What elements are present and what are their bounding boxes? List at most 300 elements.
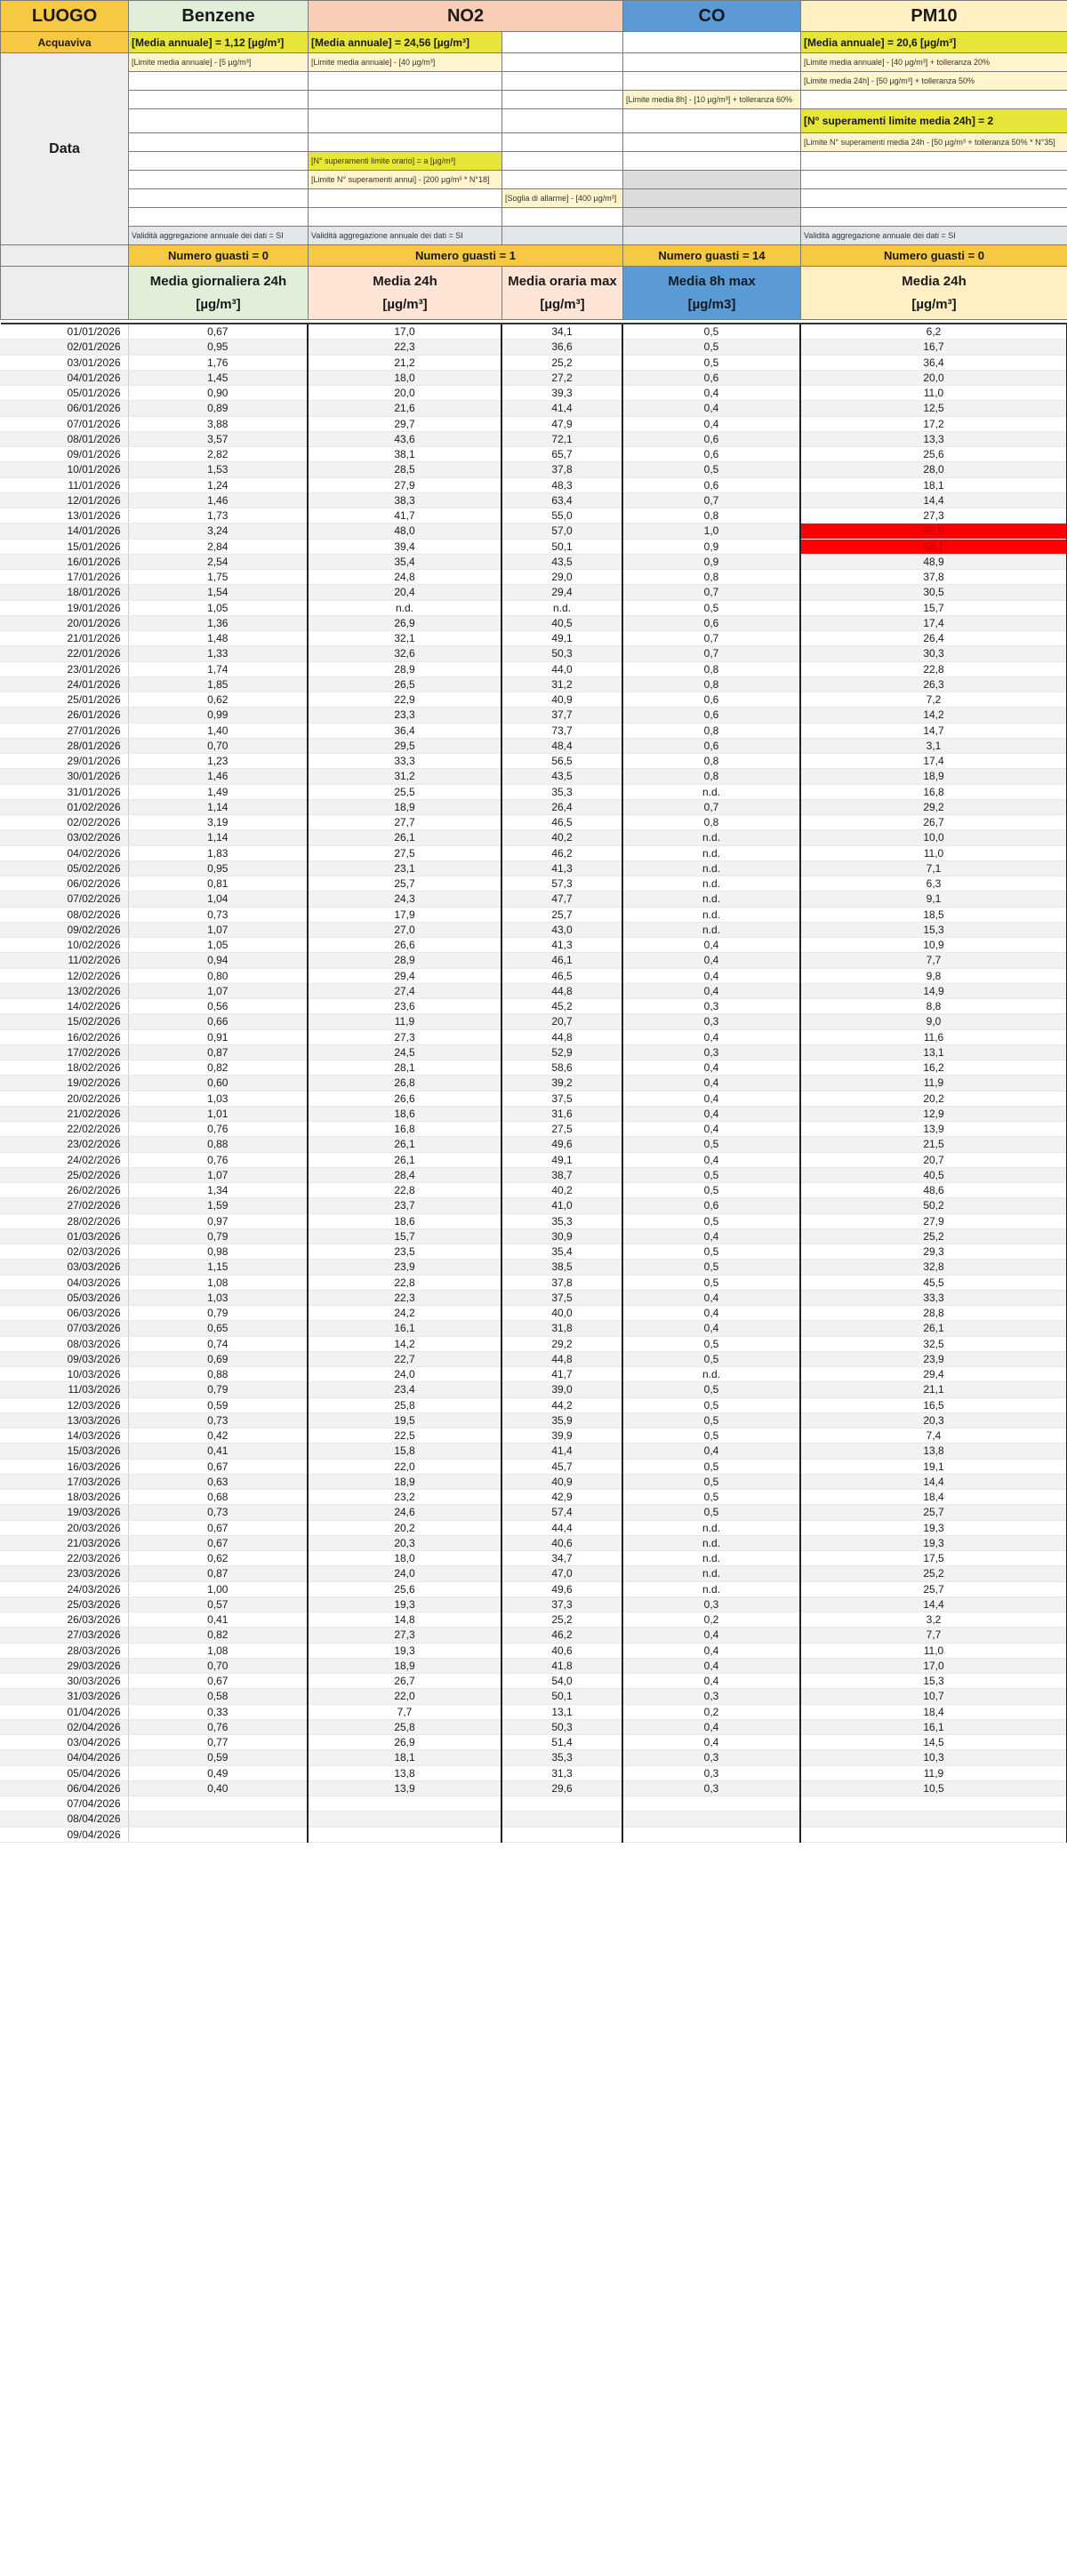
pm10-exceedances: [N° superamenti limite media 24h] = 2 [801,109,1067,133]
pm10-cell: 30,3 [800,646,1067,661]
pm10-cell: 14,4 [800,492,1067,508]
benzene-cell: 0,63 [128,1474,308,1489]
pm10-cell: 48,6 [800,1183,1067,1198]
pm10-cell: 25,2 [800,1228,1067,1244]
no2-24h-cell: 24,0 [308,1367,501,1382]
co-cell: 0,5 [622,1428,800,1444]
empty-cell [623,152,801,171]
column-unit: [µg/m³] [382,296,428,312]
table-row [0,615,1067,630]
no2-24h-cell: 24,0 [308,1566,501,1581]
co-cell: 0,8 [622,723,800,738]
no2-24h-cell: 27,7 [308,815,501,830]
pm10-cell: 12,5 [800,401,1067,416]
no2-max-cell: 44,8 [501,1029,622,1044]
empty-cell [129,208,309,227]
no2-max-cell: 47,7 [501,892,622,907]
benzene-cell: 1,46 [128,492,308,508]
co-cell [622,1827,800,1842]
column-label: Media 24h [902,273,967,289]
benzene-limit: [Limite media annuale] - [5 µg/m³] [129,53,309,72]
table-row [0,1704,1067,1719]
co-cell: 0,8 [622,570,800,585]
pm10-cell: 25,6 [800,447,1067,462]
pm10-cell: 9,8 [800,968,1067,983]
date-cell: 14/03/2026 [0,1428,128,1444]
benzene-cell: 0,58 [128,1689,308,1704]
co-cell: 0,6 [622,447,800,462]
table-row [0,1106,1067,1121]
date-cell: 02/04/2026 [0,1719,128,1734]
benzene-cell: 0,65 [128,1321,308,1336]
column-label: Media 24h [373,273,437,289]
co-cell: 0,5 [622,1183,800,1198]
date-cell: 14/01/2026 [0,524,128,539]
date-cell: 15/03/2026 [0,1444,128,1459]
table-row [0,1735,1067,1750]
no2-exceedances: [N° superamenti limite orario] = a [µg/m³] [309,152,502,171]
table-row [0,1520,1067,1535]
co-cell: 0,4 [622,1658,800,1673]
table-row [0,1076,1067,1091]
co-cell: 0,4 [622,1060,800,1076]
date-cell: 24/01/2026 [0,676,128,692]
pm10-cell: 20,3 [800,1412,1067,1428]
co-cell: 0,4 [622,1321,800,1336]
column-unit: [µg/m³] [196,296,241,312]
table-row [0,1780,1067,1796]
co-cell: n.d. [622,1367,800,1382]
no2-max-cell: 40,9 [501,1474,622,1489]
no2-24h-cell: 26,9 [308,1735,501,1750]
benzene-cell: 0,42 [128,1428,308,1444]
date-cell: 11/01/2026 [0,477,128,492]
no2-24h-cell: 23,6 [308,999,501,1014]
empty-cell [129,189,309,208]
date-cell: 02/02/2026 [0,815,128,830]
co-cell: 0,5 [622,1213,800,1228]
pm10-cell: 25,2 [800,1566,1067,1581]
empty-cell [129,133,309,152]
table-row [0,1827,1067,1842]
no2-max-cell: 25,7 [501,907,622,922]
no2-max-cell: 44,8 [501,983,622,998]
no2-24h-cell: 29,5 [308,738,501,753]
benzene-cell: 0,74 [128,1336,308,1351]
co-cell: 0,4 [622,386,800,401]
no2-max-cell: 41,4 [501,1444,622,1459]
pm10-cell: 17,2 [800,416,1067,431]
no2-max-cell: 35,4 [501,1244,622,1260]
no2-24h-cell: 19,5 [308,1412,501,1428]
pm10-cell: 16,8 [800,784,1067,799]
no2-max-cell: 46,5 [501,815,622,830]
date-cell: 09/03/2026 [0,1351,128,1366]
benzene-cell: 1,05 [128,600,308,615]
table-row [0,1351,1067,1366]
pm10-cell: 7,7 [800,953,1067,968]
date-cell: 04/04/2026 [0,1750,128,1765]
no2-max-cell: 45,2 [501,999,622,1014]
empty-cell [502,152,623,171]
co-cell: 0,4 [622,968,800,983]
benzene-cell: 1,45 [128,370,308,385]
benzene-cell [128,1827,308,1842]
co-cell: n.d. [622,830,800,845]
benzene-cell: 0,70 [128,738,308,753]
table-row [0,1765,1067,1780]
date-cell: 09/04/2026 [0,1827,128,1842]
table-row [0,1796,1067,1812]
co-cell: 0,5 [622,600,800,615]
no2-max-cell: 29,2 [501,1336,622,1351]
benzene-cell: 0,94 [128,953,308,968]
date-cell: 28/02/2026 [0,1213,128,1228]
table-row [0,1275,1067,1290]
no2-24h-cell: 26,1 [308,830,501,845]
no2-24h-cell: 23,4 [308,1382,501,1397]
no2-max-cell: 39,3 [501,386,622,401]
benzene-cell: 0,88 [128,1367,308,1382]
co-cell: 0,4 [622,1091,800,1106]
no2-exceedance-limit: [Limite N° superamenti annui] - [200 µg/m³ * N°18] [309,171,502,189]
benzene-cell: 0,41 [128,1444,308,1459]
benzene-cell: 0,73 [128,1412,308,1428]
no2-max-cell: 50,1 [501,539,622,554]
pm10-cell: 50,2 [800,1198,1067,1213]
date-cell: 26/02/2026 [0,1183,128,1198]
no2-24h-cell: 27,9 [308,477,501,492]
date-cell: 17/03/2026 [0,1474,128,1489]
no2-max-cell: 35,9 [501,1412,622,1428]
date-cell: 17/01/2026 [0,570,128,585]
no2-24h-cell: 23,5 [308,1244,501,1260]
no2-max-cell: 47,0 [501,1566,622,1581]
pm10-cell: 26,7 [800,815,1067,830]
pm10-cell: 6,2 [800,324,1067,340]
no2-max-cell: 35,3 [501,1750,622,1765]
table-row [0,447,1067,462]
co-cell: 0,9 [622,554,800,569]
no2-24h-cell: 29,4 [308,968,501,983]
table-row [0,692,1067,708]
header-separator [1,320,1067,324]
table-row [0,968,1067,983]
date-cell: 20/01/2026 [0,615,128,630]
no2-max-cell: 43,0 [501,922,622,937]
date-cell: 06/02/2026 [0,876,128,892]
co-cell: 0,5 [622,1490,800,1505]
benzene-cell: 0,60 [128,1076,308,1091]
empty-cell [801,91,1067,109]
benzene-cell: 0,59 [128,1397,308,1412]
co-header: CO [623,1,801,32]
empty-cell [801,208,1067,227]
no2-24h-cell: 24,6 [308,1505,501,1520]
pm10-cell: 20,7 [800,1152,1067,1167]
no2-max-cell: 49,1 [501,631,622,646]
benzene-cell: 0,76 [128,1152,308,1167]
pm10-cell: 37,8 [800,570,1067,585]
pm10-cell: 29,4 [800,1367,1067,1382]
empty-cell [309,72,502,91]
date-cell: 06/01/2026 [0,401,128,416]
pm10-cell: 20,0 [800,370,1067,385]
date-cell: 12/01/2026 [0,492,128,508]
date-cell: 05/02/2026 [0,860,128,876]
benzene-cell: 1,01 [128,1106,308,1121]
pm10-cell: 8,8 [800,999,1067,1014]
no2-24h-cell: 22,7 [308,1351,501,1366]
table-row [0,1490,1067,1505]
empty-cell [801,171,1067,189]
no2-max-cell: 25,2 [501,1612,622,1628]
benzene-cell: 1,59 [128,1198,308,1213]
empty-cell [623,133,801,152]
no2-max-cell: 38,5 [501,1260,622,1275]
co-cell: 0,8 [622,754,800,769]
table-row [0,938,1067,953]
no2-24h-cell [308,1827,501,1842]
no2-24h-cell: 13,9 [308,1780,501,1796]
pm10-limit-annual: [Limite media annuale] - [40 µg/m³] + tolleranza 20% [801,53,1067,72]
pm10-cell: 7,1 [800,860,1067,876]
table-row [0,355,1067,370]
benzene-cell: 1,15 [128,1260,308,1275]
benzene-cell: 0,62 [128,1551,308,1566]
table-row [0,1198,1067,1213]
table-row [0,1167,1067,1182]
benzene-validity: Validità aggregazione annuale dei dati = SI [129,227,309,245]
benzene-cell [128,1812,308,1827]
benzene-cell: 1,00 [128,1581,308,1596]
no2-24h-cell: 22,3 [308,1290,501,1305]
co-cell: 0,6 [622,692,800,708]
no2-max-cell: 37,7 [501,708,622,723]
table-row [0,431,1067,446]
co-cell: n.d. [622,845,800,860]
date-cell: 13/03/2026 [0,1412,128,1428]
table-row [0,815,1067,830]
table-row [0,570,1067,585]
column-pm10-24h [801,267,1067,320]
no2-max-cell: 43,5 [501,554,622,569]
date-cell: 27/03/2026 [0,1628,128,1643]
no2-max-cell: 34,1 [501,324,622,340]
no2-max-cell: 46,1 [501,953,622,968]
co-cell: 0,5 [622,1167,800,1182]
co-cell [622,1812,800,1827]
table-row [0,892,1067,907]
co-cell: 0,2 [622,1612,800,1628]
benzene-cell: 0,88 [128,1137,308,1152]
empty-cell [309,133,502,152]
pm10-cell: 68,1 [800,539,1067,554]
co-faults: Numero guasti = 14 [623,245,801,267]
co-cell: 0,4 [622,1106,800,1121]
co-cell: 0,6 [622,1198,800,1213]
date-cell: 25/03/2026 [0,1596,128,1612]
no2-24h-cell: 26,9 [308,615,501,630]
no2-max-cell: 72,1 [501,431,622,446]
no2-24h-cell: 26,5 [308,676,501,692]
pm10-cell: 20,2 [800,1091,1067,1106]
pm10-cell: 48,9 [800,554,1067,569]
date-cell: 28/01/2026 [0,738,128,753]
pm10-cell: 11,9 [800,1765,1067,1780]
co-cell: 0,5 [622,462,800,477]
date-cell: 14/02/2026 [0,999,128,1014]
co-cell: 0,4 [622,1122,800,1137]
empty-cell [502,53,623,72]
no2-24h-cell: 41,7 [308,508,501,524]
benzene-cell: 1,49 [128,784,308,799]
table-row [0,1044,1067,1060]
no2-24h-cell: 14,8 [308,1612,501,1628]
empty-cell [309,208,502,227]
no2-limit: [Limite media annuale] - [40 µg/m³] [309,53,502,72]
pm10-cell: 11,6 [800,1029,1067,1044]
table-row [0,631,1067,646]
pm10-cell: 19,3 [800,1520,1067,1535]
no2-max-cell: 40,2 [501,830,622,845]
date-cell: 01/02/2026 [0,799,128,814]
empty-cell [502,171,623,189]
co-cell: 0,8 [622,815,800,830]
pm10-cell: 60,5 [800,524,1067,539]
date-cell: 22/03/2026 [0,1551,128,1566]
pm10-cell: 7,2 [800,692,1067,708]
column-label: Media 8h max [668,273,756,289]
date-cell: 11/02/2026 [0,953,128,968]
no2-24h-cell: 22,0 [308,1459,501,1474]
no2-max-cell: 25,2 [501,355,622,370]
date-cell: 10/01/2026 [0,462,128,477]
no2-24h-cell: 24,3 [308,892,501,907]
table-row [0,585,1067,600]
no2-24h-cell: 20,2 [308,1520,501,1535]
co-cell: 0,5 [622,1351,800,1366]
benzene-cell: 1,08 [128,1643,308,1658]
no2-max-cell: 31,6 [501,1106,622,1121]
date-cell: 01/01/2026 [0,324,128,340]
date-cell: 03/04/2026 [0,1735,128,1750]
table-row [0,492,1067,508]
empty-cell [309,91,502,109]
table-row [0,1091,1067,1106]
pm10-cell [800,1796,1067,1812]
no2-24h-cell: 23,7 [308,1198,501,1213]
co-cell: n.d. [622,860,800,876]
co-cell: 0,6 [622,477,800,492]
pm10-cell: 18,9 [800,769,1067,784]
date-cell: 22/01/2026 [0,646,128,661]
column-unit: [µg/m3] [687,296,736,312]
co-cell: 0,4 [622,1444,800,1459]
no2-max-cell: 50,3 [501,646,622,661]
table-row [0,1260,1067,1275]
no2-max-cell: 44,0 [501,661,622,676]
table-row [0,401,1067,416]
pm10-cell: 29,2 [800,799,1067,814]
date-cell: 15/02/2026 [0,1014,128,1029]
no2-max-cell: 40,5 [501,615,622,630]
no2-max-cell: 52,9 [501,1044,622,1060]
no2-24h-cell: 25,6 [308,1581,501,1596]
no2-24h-cell [308,1812,501,1827]
date-cell: 13/02/2026 [0,983,128,998]
no2-max-cell: 51,4 [501,1735,622,1750]
no2-max-cell: 39,0 [501,1382,622,1397]
no2-24h-cell: 27,3 [308,1029,501,1044]
no2-max-cell: 44,4 [501,1520,622,1535]
co-cell: 0,5 [622,1137,800,1152]
no2-24h-cell: 15,8 [308,1444,501,1459]
co-cell: 0,4 [622,953,800,968]
no2-24h-cell: 22,8 [308,1183,501,1198]
no2-max-cell: 31,8 [501,1321,622,1336]
co-cell: 0,3 [622,999,800,1014]
co-cell: 0,9 [622,539,800,554]
date-cell: 05/03/2026 [0,1290,128,1305]
no2-max-cell: 40,0 [501,1306,622,1321]
pm10-cell: 26,4 [800,631,1067,646]
no2-max-cell: 13,1 [501,1704,622,1719]
table-row [0,1290,1067,1305]
benzene-cell: 2,84 [128,539,308,554]
no2-24h-cell: 11,9 [308,1014,501,1029]
table-row [0,876,1067,892]
empty-cell [129,91,309,109]
date-cell: 21/01/2026 [0,631,128,646]
table-row [0,1137,1067,1152]
no2-max-cell: 29,4 [501,585,622,600]
table-row [0,1505,1067,1520]
no2-max-cell: 73,7 [501,723,622,738]
benzene-cell: 0,67 [128,324,308,340]
empty-cell [502,109,623,133]
no2-24h-cell: 26,1 [308,1137,501,1152]
no2-24h-cell [308,1796,501,1812]
table-row [0,922,1067,937]
no2-annual-mean: [Media annuale] = 24,56 [µg/m³] [309,32,502,53]
no2-24h-cell: 23,1 [308,860,501,876]
benzene-cell: 0,95 [128,340,308,355]
no2-24h-cell: n.d. [308,600,501,615]
table-row [0,1444,1067,1459]
no2-24h-cell: 31,2 [308,769,501,784]
benzene-cell: 0,81 [128,876,308,892]
benzene-cell: 0,40 [128,1780,308,1796]
table-row [0,1244,1067,1260]
no2-validity: Validità aggregazione annuale dei dati = SI [309,227,502,245]
table-row [0,723,1067,738]
pm10-cell: 9,1 [800,892,1067,907]
date-cell: 30/01/2026 [0,769,128,784]
pm10-cell: 7,4 [800,1428,1067,1444]
pm10-cell: 40,5 [800,1167,1067,1182]
co-cell: 0,4 [622,1674,800,1689]
co-cell: 0,6 [622,370,800,385]
pm10-cell: 28,8 [800,1306,1067,1321]
no2-max-cell: 57,3 [501,876,622,892]
no2-24h-cell: 20,0 [308,386,501,401]
no2-24h-cell: 21,2 [308,355,501,370]
co-cell: 0,4 [622,416,800,431]
co-cell: n.d. [622,1520,800,1535]
pm10-header: PM10 [801,1,1067,32]
pm10-cell: 12,9 [800,1106,1067,1121]
